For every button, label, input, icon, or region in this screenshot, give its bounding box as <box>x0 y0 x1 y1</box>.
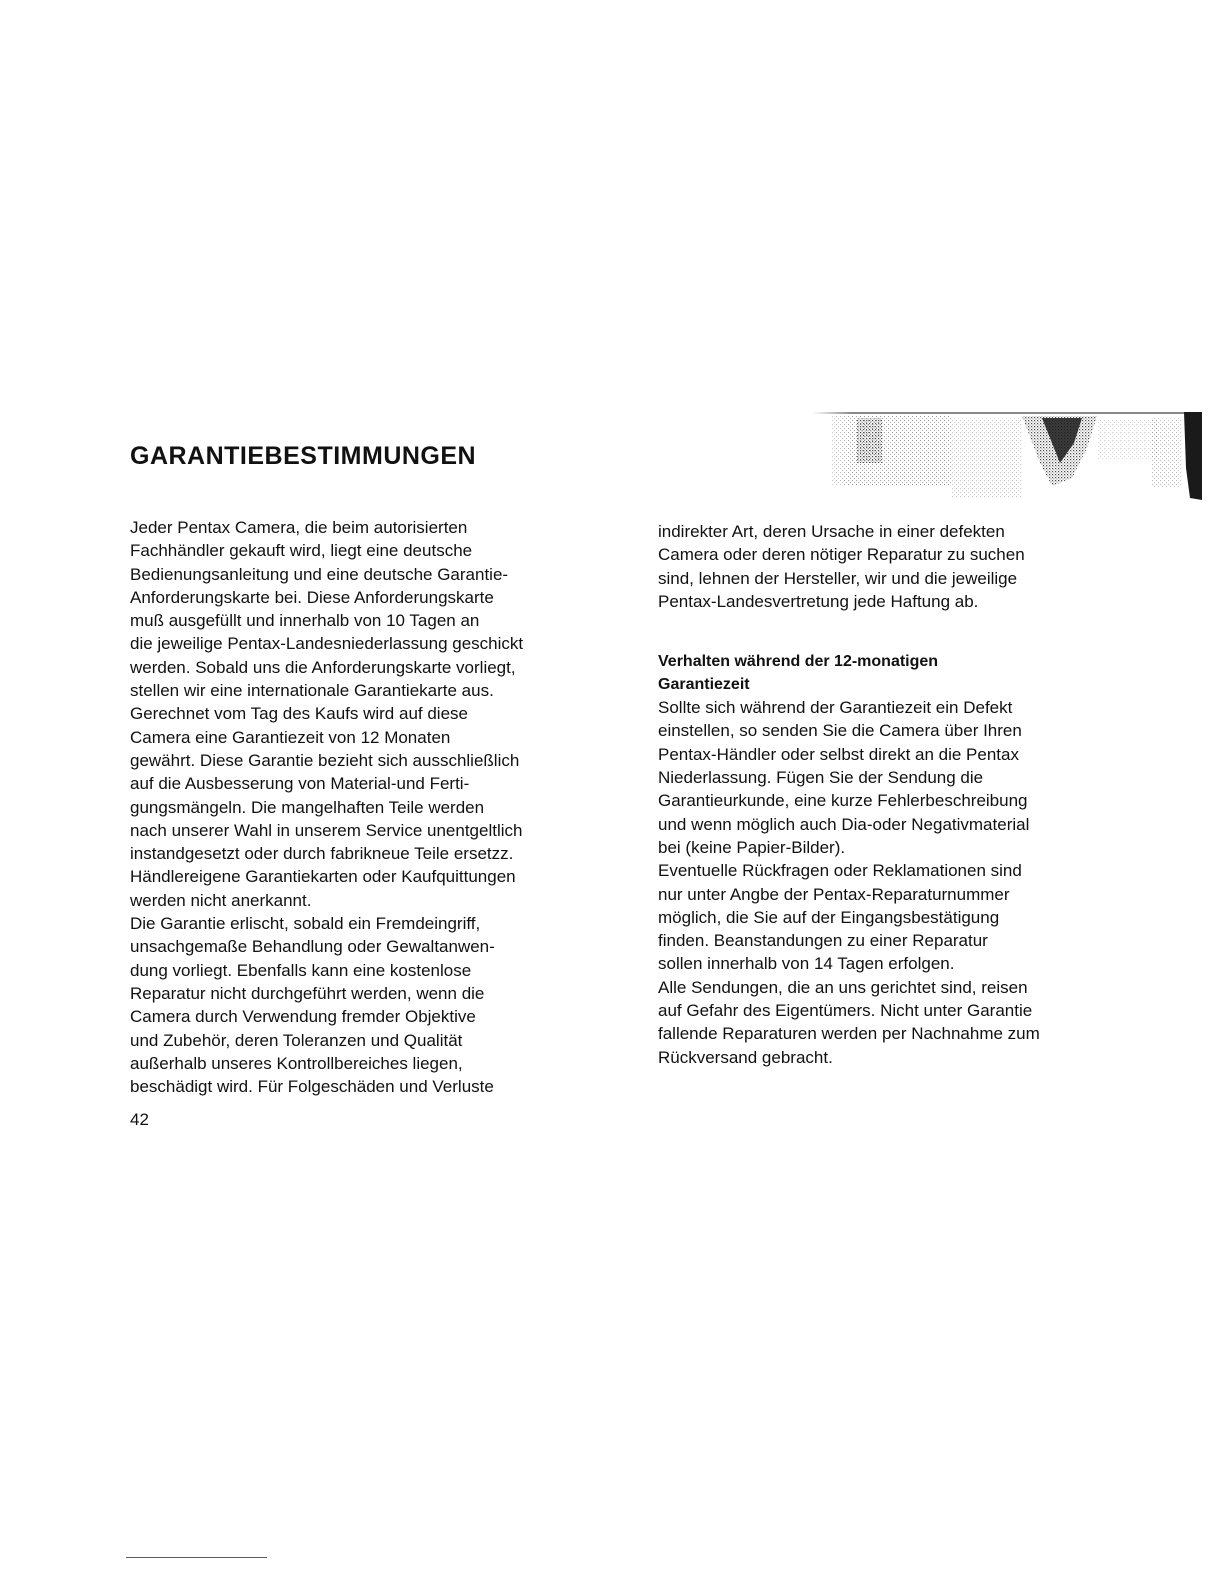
body-line: fallende Reparaturen werden per Nachnahme zum <box>658 1024 1040 1044</box>
footer-rule <box>126 1557 267 1558</box>
body-line: möglich, die Sie auf der Eingangsbestätigung <box>658 907 1000 927</box>
body-line: bei (keine Papier-Bilder). <box>658 837 846 857</box>
section-subheading <box>658 650 1138 696</box>
body-line: Camera durch Verwendung fremder Objektive <box>130 1007 476 1027</box>
body-line: indirekter Art, deren Ursache in einer defekten <box>658 522 1005 541</box>
body-line: gewährt. Diese Garantie bezieht sich ausschließlich <box>130 750 520 770</box>
body-line: Anforderungskarte bei. Diese Anforderungskarte <box>130 587 494 607</box>
body-line: Rückversand gebracht. <box>658 1047 833 1067</box>
body-line: Die Garantie erlischt, sobald ein Fremdeingriff, <box>130 914 481 934</box>
subheading-line: Verhalten während der 12-monatigen <box>658 653 939 671</box>
body-line: Camera eine Garantiezeit von 12 Monaten <box>130 727 451 747</box>
body-line: die jeweilige Pentax-Landesniederlassung geschickt <box>130 634 524 654</box>
subheading-line: Garantiezeit <box>658 676 750 694</box>
body-line: sind, lehnen der Hersteller, wir und die jeweilige <box>658 568 1018 588</box>
body-line: Niederlassung. Fügen Sie der Sendung die <box>658 768 984 788</box>
body-line: nach unserer Wahl in unserem Service unentgeltlich <box>130 820 523 840</box>
body-line: dung vorliegt. Ebenfalls kann eine kostenlose <box>130 960 472 980</box>
body-line: Alle Sendungen, die an uns gerichtet sind, reisen <box>658 977 1028 997</box>
body-line: und Zubehör, deren Toleranzen und Qualität <box>130 1030 463 1050</box>
body-line: sollen innerhalb von 14 Tagen erfolgen. <box>658 954 955 974</box>
body-line: auf Gefahr des Eigentümers. Nicht unter Garantie <box>658 1001 1033 1021</box>
body-line: muß ausgefüllt und innerhalb von 10 Tagen an <box>130 611 480 631</box>
body-line: finden. Beanstandungen zu einer Reparatur <box>658 931 988 951</box>
body-line: instandgesetzt oder durch fabrikneue Teile ersetzz. <box>130 844 514 864</box>
body-line: auf die Ausbesserung von Material-und Ferti- <box>130 774 470 794</box>
body-line: Händlereigene Garantiekarten oder Kaufquittungen <box>130 867 516 887</box>
body-line: Reparatur nicht durchgeführt werden, wenn die <box>130 983 485 1003</box>
body-line: stellen wir eine internationale Garantiekarte aus. <box>130 681 494 701</box>
body-line: Fachhändler gekauft wird, liegt eine deutsche <box>130 541 473 561</box>
body-line: einstellen, so senden Sie die Camera über Ihren <box>658 721 1022 741</box>
body-line: unsachgemaße Behandlung oder Gewaltanwen- <box>130 937 495 957</box>
page-heading: GARANTIEBESTIMMUNGEN <box>130 442 477 470</box>
page-number: 42 <box>130 1110 149 1129</box>
body-line: gungsmängeln. Die mangelhaften Teile werden <box>130 797 485 817</box>
body-line: Jeder Pentax Camera, die beim autorisierten <box>130 518 468 537</box>
body-line: werden. Sobald uns die Anforderungskarte vorliegt, <box>130 657 516 677</box>
scan-noise-artifact <box>812 408 1202 504</box>
body-line: Pentax-Händler oder selbst direkt an die Pentax <box>658 744 1019 764</box>
right-column <box>658 520 1138 1069</box>
left-column <box>130 516 610 1098</box>
body-line: beschädigt wird. Für Folgeschäden und Verluste <box>130 1077 494 1097</box>
body-line: außerhalb unseres Kontrollbereiches liegen, <box>130 1053 463 1073</box>
body-line: werden nicht anerkannt. <box>130 890 312 910</box>
body-line: Gerechnet vom Tag des Kaufs wird auf diese <box>130 704 468 724</box>
body-line: Bedienungsanleitung und eine deutsche Garantie- <box>130 564 509 584</box>
body-line: Sollte sich während der Garantiezeit ein Defekt <box>658 698 1013 718</box>
body-line: Eventuelle Rückfragen oder Reklamationen sind <box>658 861 1022 881</box>
body-line: nur unter Angbe der Pentax-Reparaturnummer <box>658 884 1010 904</box>
body-line: Garantieurkunde, eine kurze Fehlerbeschreibung <box>658 791 1028 811</box>
body-line: Pentax-Landesvertretung jede Haftung ab. <box>658 591 979 611</box>
body-line: und wenn möglich auch Dia-oder Negativmaterial <box>658 814 1030 834</box>
body-line: Camera oder deren nötiger Reparatur zu suchen <box>658 545 1025 565</box>
